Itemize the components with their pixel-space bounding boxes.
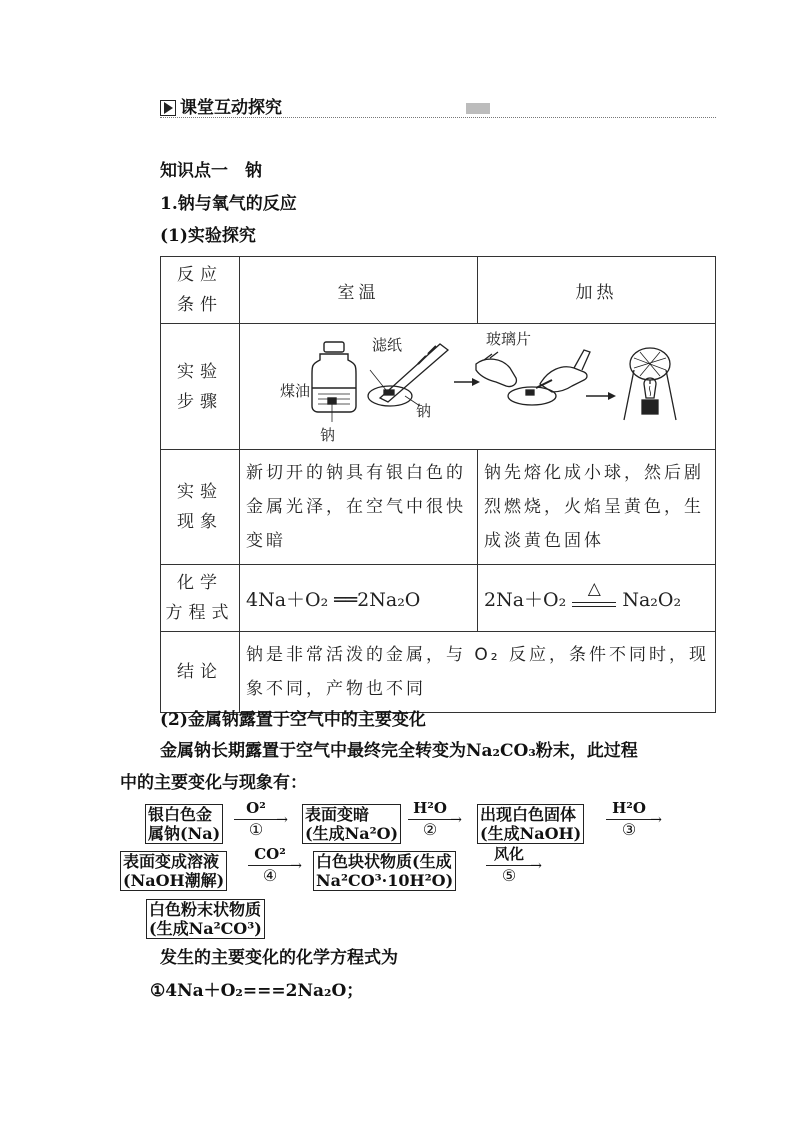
box-line: 表面变成溶液	[123, 852, 220, 871]
col-header-heating: 加热	[478, 257, 716, 324]
kerosene-bottle-icon	[312, 342, 356, 422]
footer-equation-1: ①4Na＋O₂===2Na₂O；	[150, 981, 364, 1001]
knowledge-point-heading: 知识点一 钠	[160, 161, 262, 181]
flow-arrow-2	[408, 799, 462, 844]
footer-intro: 发生的主要变化的化学方程式为	[160, 948, 398, 968]
label-line: 方程式	[165, 603, 235, 623]
arrow-head-icon: →	[276, 812, 288, 828]
label-line: 实验	[177, 482, 223, 502]
box-line: (生成Na²O)	[305, 824, 399, 843]
table-row	[161, 450, 716, 565]
heat-condition	[572, 578, 616, 611]
flow-arrow-1	[234, 799, 288, 844]
table-row	[161, 257, 716, 324]
section-banner	[160, 98, 716, 120]
subsection-heading-2: (2)金属钠露置于空气中的主要变化	[160, 710, 426, 730]
conclusion-text: 钠是非常活泼的金属，与 O₂ 反应，条件不同时，现象不同，产物也不同	[240, 632, 716, 713]
equation-reactants: 2Na＋O₂	[484, 588, 567, 611]
label-line: 条件	[177, 295, 223, 315]
arrow-number: ⑤	[501, 866, 517, 885]
box-line: (生成Na²CO³)	[149, 919, 262, 938]
experiment-table	[160, 256, 716, 713]
col-header-room-temp: 室温	[240, 257, 478, 324]
label-line: 步骤	[177, 391, 223, 412]
box-line: Na²CO³·10H²O)	[316, 871, 454, 890]
row-label-steps	[161, 324, 240, 450]
equals-line	[572, 602, 616, 603]
arrow-label: O²	[246, 799, 266, 817]
arrow-head-icon: →	[650, 812, 662, 828]
phenomena-room-temp: 新切开的钠具有银白色的金属光泽，在空气中很快变暗	[240, 450, 478, 565]
arrow-label: H²O	[413, 799, 447, 817]
flow-box-surface-darkens	[302, 804, 401, 844]
fig-label-sodium-bottom: 钠	[320, 426, 336, 444]
box-line: 白色块状物质(生成	[316, 852, 452, 871]
row-label-equation	[161, 565, 240, 632]
row-label-conclusion: 结论	[161, 632, 240, 713]
box-line: 表面变暗	[305, 805, 370, 824]
banner-bar	[466, 103, 490, 114]
experiment-figure-cell	[240, 324, 716, 450]
arrow-number: ①	[248, 820, 264, 839]
equals-line	[572, 606, 616, 607]
table-row	[161, 324, 716, 450]
subsection-heading: (1)实验探究	[160, 226, 256, 246]
label-line: 实验	[177, 361, 223, 382]
equation-product: Na₂O₂	[622, 588, 682, 611]
paragraph-line-1: 金属钠长期露置于空气中最终完全转变为Na₂CO₃粉末，此过程	[160, 741, 638, 761]
flow-box-white-solid	[477, 804, 584, 844]
row-label-phenomena	[161, 450, 240, 565]
table-row	[161, 632, 716, 713]
label-line: 现象	[177, 512, 223, 532]
flow-arrow-3	[606, 799, 662, 844]
flow-box-white-powder	[146, 899, 265, 939]
arrow-label: CO²	[254, 845, 286, 863]
fig-label-filter-paper: 滤纸	[372, 336, 403, 354]
box-line: 白色粉末状物质	[149, 900, 262, 919]
equation-room-temp: 4Na＋O₂ ══2Na₂O	[240, 565, 478, 632]
flow-arrow-5	[486, 845, 542, 890]
paragraph-line-2: 中的主要变化与现象有：	[120, 773, 307, 793]
phenomena-heating: 钠先熔化成小球，然后剧烈燃烧，火焰呈黄色，生成淡黄色固体	[478, 450, 716, 565]
box-line: (生成NaOH)	[480, 824, 582, 843]
arrow-head-icon: →	[450, 812, 462, 828]
fig-label-glass-slide: 玻璃片	[486, 330, 532, 348]
arrow-label: 风化	[493, 845, 524, 863]
play-triangle-icon	[160, 100, 176, 116]
arrow-label: H²O	[612, 799, 646, 817]
box-line: 出现白色固体	[480, 805, 577, 824]
fig-label-kerosene: 煤油	[280, 382, 311, 400]
label-line: 反应	[177, 265, 223, 285]
arrow-head-icon: →	[530, 858, 542, 874]
arrow-head-icon: →	[290, 858, 302, 874]
label-line: 化学	[177, 573, 223, 593]
banner-title: 课堂互动探究	[180, 98, 282, 118]
box-line: 属钠(Na)	[148, 824, 221, 843]
box-line: (NaOH潮解)	[123, 871, 225, 890]
equation-heating	[478, 565, 716, 632]
experiment-figure	[240, 324, 716, 449]
section-heading: 1.钠与氧气的反应	[160, 194, 297, 214]
hands-glass-slide-icon	[476, 350, 590, 405]
row-label-condition	[161, 257, 240, 324]
flow-box-silver-sodium	[145, 804, 223, 844]
table-row	[161, 565, 716, 632]
flow-box-white-lump	[313, 851, 456, 891]
tripod-burner-icon	[624, 348, 676, 420]
triangle-heat-icon: △	[587, 578, 601, 599]
arrow-number: ③	[621, 820, 637, 839]
flow-box-surface-solution	[120, 851, 227, 891]
fig-label-sodium-right: 钠	[416, 402, 432, 420]
box-line: 银白色金	[148, 805, 213, 824]
arrow-number: ④	[262, 866, 278, 885]
arrow-number: ②	[422, 820, 438, 839]
flow-arrow-4	[248, 845, 302, 890]
